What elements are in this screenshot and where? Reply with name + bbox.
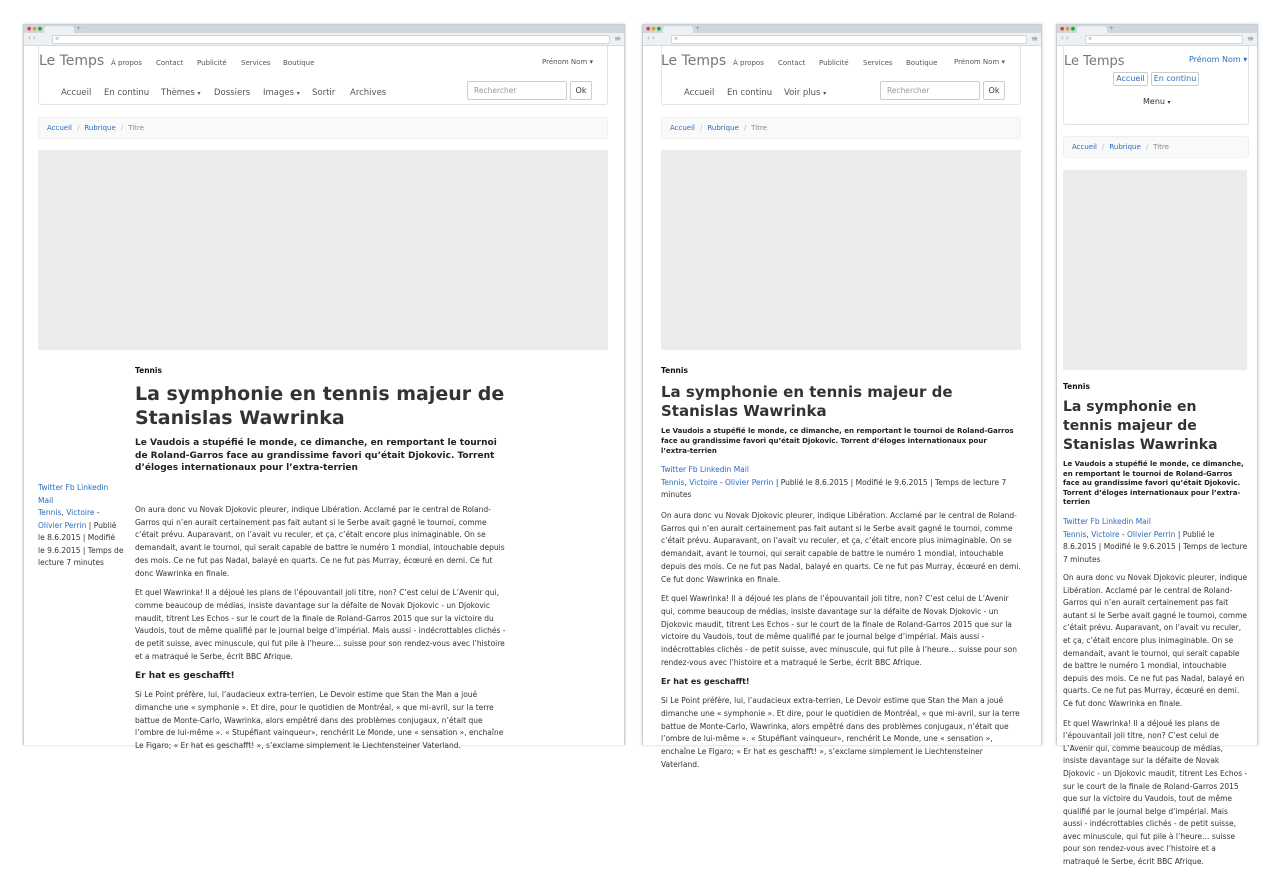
breadcrumb [1063,136,1249,158]
site-logo[interactable]: Le Temps [661,53,727,69]
back-forward-icon[interactable]: ‹ › [28,34,36,42]
share-twitter[interactable]: Twitter [38,483,64,492]
breadcrumb-current: Titre [1153,143,1169,151]
breadcrumb-accueil[interactable]: Accueil [1072,143,1097,151]
top-link-publicite[interactable]: Publicité [197,59,227,67]
reading-time: Temps de lecture 7 minutes [1063,542,1248,564]
window-controls[interactable]: ●●● [646,26,663,32]
nav-en-continu[interactable]: En continu [1151,72,1199,86]
modified-date: Modifié le 9.6.2015 [855,477,928,487]
paragraph: On aura donc vu Novak Djokovic pleurer, indique Libération. Acclamé par le central de Roland-Garros qui n’en aurait certainement pas fait autant si le Serbe avait gagné le tournoi, comme c’était prévu. Auparavant, on l’avait vu reculer, et ça, c’était encore plus inimaginable. On se demandait, avant le tournoi, qui serait capable de battre le numéro 1 mondial, intouchable depuis des mois. Ce ne fut pas Nadal, balayé en quarts. Ce ne fut pas Murray, écœuré en demi. Ce fut donc Wawrinka en finale. [661,511,1021,584]
nav-en-continu[interactable]: En continu [727,88,773,98]
tag-victoire[interactable]: Victoire [66,508,95,517]
back-forward-icon[interactable]: ‹ › [647,34,655,42]
site-logo[interactable]: Le Temps [39,53,105,69]
user-menu[interactable] [954,58,1005,66]
nav-archives[interactable]: Archives [350,88,387,98]
caret-down-icon: ▾ [197,90,201,97]
user-name: Prénom Nom [954,58,1000,66]
top-link-contact[interactable]: Contact [156,59,184,67]
user-name: Prénom Nom [542,58,588,66]
hero-image [661,150,1021,350]
new-tab-icon[interactable]: + [1109,25,1115,32]
breadcrumb-separator: / [120,124,124,132]
top-link-services[interactable]: Services [241,59,271,67]
search-ok-button[interactable]: Ok [983,81,1005,100]
browser-tab-strip [24,25,624,33]
reading-time: Temps de lecture 7 minutes [661,477,1007,499]
browser-tab-strip [1057,25,1257,33]
nav-dossiers[interactable]: Dossiers [214,88,251,98]
site-logo[interactable]: Le Temps [1064,54,1125,69]
top-link-publicite[interactable]: Publicité [819,59,849,67]
user-name: Prénom Nom [1189,55,1241,64]
window-controls[interactable]: ●●● [1060,26,1077,32]
breadcrumb-separator: / [1102,143,1105,151]
new-tab-icon[interactable]: + [695,25,701,32]
breadcrumb [38,117,608,139]
breadcrumb [661,117,1021,139]
breadcrumb-rubrique[interactable]: Rubrique [84,124,116,132]
paragraph: Et quel Wawrinka! Il a déjoué les plans de l’épouvantail joli titre, non? C’est celui de L’Avenir qui, comme beaucoup de médias, insiste davantage sur la défaite de Novak Djokovic - un Djokovic maudit, titrent Les Echos - sur le court de la finale de Roland-Garros 2015 que sur la victoire du Vaudois, tout de même qualifié par le journal belge d’impérial. Mais aussi - indécrottables clichés - de petit suisse, avec minuscule, qui fut pile à l’heure… suisse pour son rendez-vous avec l’histoire et a matraqué le Serbe, écrit BBC Afrique. [1063,718,1248,867]
paragraph: Si Le Point préfère, lui, l’audacieux extra-terrien, Le Devoir estime que Stan the Man a joué dimanche une « symphonie ». Et dire, pour le quotidien de Montréal, « que mi-avril, sur la terre battue de Monte-Carlo, Wawrinka, alors empêtré dans des problèmes conjugaux, n’était que l’ombre de lui-même ». « Stupéfiant vainqueur», renchérit Le Monde, une « sensation », enchaîne Le Figaro; « Er hat es geschafft! », s’exclame simplement le Liechtensteiner Vaterland. [135,690,504,750]
browser-menu-icon[interactable]: ≡ [614,34,621,43]
paragraph: Si Le Point préfère, lui, l’audacieux extra-terrien, Le Devoir estime que Stan the Man a joué dimanche une « symphonie ». Et dire, pour le quotidien de Montréal, « que mi-avril, sur la terre battue de Monte-Carlo, Wawrinka, alors empêtré dans des problèmes conjugaux, n’était que l’ombre de lui-même ». « Stupéfiant vainqueur», renchérit Le Monde, une « sensation », enchaîne Le Figaro; « Er hat es geschafft! », s’exclame simplement le Liechtensteiner Vaterland. [661,696,1020,769]
browser-window-medium [642,24,1042,769]
breadcrumb-accueil[interactable]: Accueil [670,124,695,132]
share-linkedin[interactable]: Linkedin [1102,517,1134,526]
share-facebook[interactable]: Fb [65,483,75,492]
share-facebook[interactable]: Fb [688,465,698,474]
share-mail[interactable]: Mail [733,465,749,474]
caret-down-icon: ▾ [1167,99,1171,106]
top-link-boutique[interactable]: Boutique [283,59,315,67]
browser-window-narrow [1056,24,1258,867]
published-date: Publié le 8.6.2015 [38,520,117,542]
article-rubric[interactable]: Tennis [1063,382,1090,391]
hero-image [38,150,608,350]
tag-tennis[interactable]: Tennis [1063,529,1087,539]
browser-toolbar [24,33,624,46]
caret-down-icon: ▾ [589,58,593,66]
modified-date: Modifié le 9.6.2015 [38,533,116,555]
article-meta: Twitter Fb Linkedin Mail Tennis, Victoire - Olivier Perrin | Publié le 8.6.2015 | Modifié le 9.6.2015 | Temps de lecture 7 minutes [1063,517,1248,564]
search-input[interactable]: Rechercher [467,81,567,100]
article-meta: Twitter Fb Linkedin Mail Tennis, Victoire - Olivier Perrin | Publié le 8.6.2015 | Modifié le 9.6.2015 | Temps de lecture 7 minutes [38,483,124,567]
share-twitter[interactable]: Twitter [661,465,687,474]
menu-toggle[interactable] [1143,97,1171,106]
article-title: La symphonie en tennis majeur de Stanislas Wawrinka [661,383,953,420]
author-link[interactable]: Olivier Perrin [725,477,774,487]
section-heading: Er hat es geschafft! [661,677,750,687]
breadcrumb-separator: / [700,124,703,132]
hero-image [1063,170,1247,370]
address-bar[interactable]: ≡ [671,35,1027,44]
menu-toggle-label: Menu [1143,97,1165,106]
back-forward-icon[interactable]: ‹ › [1061,34,1069,42]
article-title: La symphonie en tennis majeur de Stanislas Wawrinka [135,383,505,429]
browser-toolbar [643,33,1041,46]
breadcrumb-current: Titre [751,124,767,132]
nav-images-label: Images [263,88,295,98]
nav-accueil[interactable]: Accueil [1113,72,1148,86]
browser-menu-icon[interactable]: ≡ [1247,34,1254,43]
share-mail[interactable]: Mail [38,495,54,505]
paragraph: On aura donc vu Novak Djokovic pleurer, indique Libération. Acclamé par le central de Roland-Garros qui n’en aurait certainement pas fait autant si le Serbe avait gagné le tournoi, comme c’était prévu. Auparavant, on l’avait vu reculer, et ça, c’était encore plus inimaginable. On se demandait, avant le tournoi, qui serait capable de battre le numéro 1 mondial, intouchable depuis des mois. Ce ne fut pas Nadal, balayé en quarts. Ce ne fut pas Murray, écœuré en demi. Ce fut donc Wawrinka en finale. [135,505,505,578]
modified-date: Modifié le 9.6.2015 [1103,542,1176,551]
caret-down-icon: ▾ [1243,55,1248,64]
top-link-apropos[interactable]: À propos [733,59,764,67]
window-controls[interactable]: ●●● [27,26,44,32]
author-link[interactable]: Olivier Perrin [1127,529,1176,539]
article-lead: Le Vaudois a stupéfié le monde, ce dimanche, en remportant le tournoi de Roland-Garros face au grandissime favori qu’était Djokovic. Torrent d’éloges internationaux pour l’extra-terrien [661,427,1014,455]
article-body [135,504,510,760]
browser-toolbar [1057,33,1257,46]
section-heading: Er hat es geschafft! [135,671,235,682]
article-body [1063,572,1249,876]
caret-down-icon: ▾ [1001,58,1005,66]
nav-accueil[interactable]: Accueil [61,88,92,98]
search-ok-button[interactable]: Ok [570,81,592,100]
address-bar[interactable]: ≡ [1085,35,1243,44]
tag-tennis[interactable]: Tennis [661,477,685,487]
browser-tab-strip [643,25,1041,33]
breadcrumb-rubrique[interactable]: Rubrique [1109,143,1141,151]
share-facebook[interactable]: Fb [1090,517,1100,526]
share-twitter[interactable]: Twitter [1063,517,1089,526]
paragraph: Et quel Wawrinka! Il a déjoué les plans de l’épouvantail joli titre, non? C’est celui de L’Avenir qui, comme beaucoup de médias, insiste davantage sur la défaite de Novak Djokovic - un Djokovic maudit, titrent Les Echos - sur le court de la finale de Roland-Garros 2015 que sur la victoire du Vaudois, tout de même qualifié par le journal belge d’impérial. Mais aussi - indécrottables clichés - de petit suisse, avec minuscule, qui fut pile à l’heure… suisse pour son rendez-vous avec l’histoire et a matraqué le Serbe, écrit BBC Afrique. [135,588,506,661]
author-link[interactable]: Olivier Perrin [38,520,87,530]
tag-tennis[interactable]: Tennis [38,508,62,517]
article-meta: Twitter Fb Linkedin Mail Tennis, Victoire - Olivier Perrin | Publié le 8.6.2015 | Modifié le 9.6.2015 | Temps de lecture 7 minutes [661,465,1007,499]
paragraph: On aura donc vu Novak Djokovic pleurer, indique Libération. Acclamé par le central de Roland-Garros qui n’en aurait certainement pas fait autant si le Serbe avait gagné le tournoi, comme c’était prévu. Auparavant, on l’avait vu reculer, et ça, c’était encore plus inimaginable. On se demandait, avant le tournoi, qui serait capable de battre le numéro 1 mondial, intouchable depuis des mois. Ce ne fut pas Nadal, balayé en quarts. Ce ne fut pas Murray, écœuré en demi. Ce fut donc Wawrinka en finale. [1063,573,1248,708]
nav-themes[interactable] [161,88,200,98]
article-rubric[interactable]: Tennis [135,366,162,375]
caret-down-icon: ▾ [823,90,827,97]
browser-tab[interactable] [44,26,74,33]
nav-voir-plus-label: Voir plus [784,88,821,98]
share-mail[interactable]: Mail [1135,517,1151,526]
user-menu[interactable] [1189,55,1247,64]
tag-victoire[interactable]: Victoire [1091,529,1120,539]
breadcrumb-accueil[interactable]: Accueil [47,124,72,132]
share-linkedin[interactable]: Linkedin [700,465,732,474]
article-body [661,510,1023,778]
published-date: Publié le 8.6.2015 [780,477,849,487]
nav-accueil[interactable]: Accueil [684,88,715,98]
top-link-contact[interactable]: Contact [778,59,806,67]
published-date: Publié le 8.6.2015 [1063,529,1215,551]
nav-en-continu[interactable]: En continu [104,88,150,98]
breadcrumb-current: Titre [128,124,144,132]
article-rubric[interactable]: Tennis [661,366,688,375]
article-title: La symphonie en tennis majeur de Stanislas Wawrinka [1063,399,1218,453]
top-link-apropos[interactable]: À propos [111,59,142,67]
breadcrumb-rubrique[interactable]: Rubrique [707,124,739,132]
reading-time: Temps de lecture 7 minutes [38,545,124,567]
caret-down-icon: ▾ [296,90,300,97]
top-link-services[interactable]: Services [863,59,893,67]
breadcrumb-separator: / [743,124,747,132]
tag-victoire[interactable]: Victoire [689,477,718,487]
browser-window-wide [23,24,625,750]
article-lead: Le Vaudois a stupéfié le monde, ce dimanche, en remportant le tournoi de Roland-Garros face au grandissime favori qu’était Djokovic. Torrent d’éloges internationaux pour l’extra-terrien [1063,460,1244,507]
browser-tab[interactable] [663,26,693,33]
browser-menu-icon[interactable]: ≡ [1031,34,1038,43]
share-linkedin[interactable]: Linkedin [77,483,109,492]
address-bar[interactable]: ≡ [52,35,610,44]
top-link-boutique[interactable]: Boutique [906,59,938,67]
breadcrumb-separator: / [77,124,80,132]
user-menu[interactable] [542,58,593,66]
paragraph: Et quel Wawrinka! Il a déjoué les plans de l’épouvantail joli titre, non? C’est celui de L’Avenir qui, comme beaucoup de médias, insiste davantage sur la défaite de Novak Djokovic - un Djokovic maudit, titrent Les Echos - sur le court de la finale de Roland-Garros 2015 que sur la victoire du Vaudois, tout de même qualifié par le journal belge d’impérial. Mais aussi - indécrottables clichés - de petit suisse, avec minuscule, qui fut pile à l’heure… suisse pour son rendez-vous avec l’histoire et a matraqué le Serbe, écrit BBC Afrique. [661,594,1017,667]
nav-sortir[interactable]: Sortir [312,88,336,98]
browser-tab[interactable] [1077,26,1107,33]
breadcrumb-separator: / [1145,143,1149,151]
nav-voir-plus[interactable] [784,88,826,98]
nav-themes-label: Thèmes [161,88,195,98]
search-input[interactable]: Rechercher [880,81,980,100]
new-tab-icon[interactable]: + [76,25,82,32]
nav-images[interactable] [263,88,300,98]
article-lead: Le Vaudois a stupéfié le monde, ce dimanche, en remportant le tournoi de Roland-Garros face au grandissime favori qu’était Djokovic. Torrent d’éloges internationaux pour l’extra-terrien [135,438,497,473]
